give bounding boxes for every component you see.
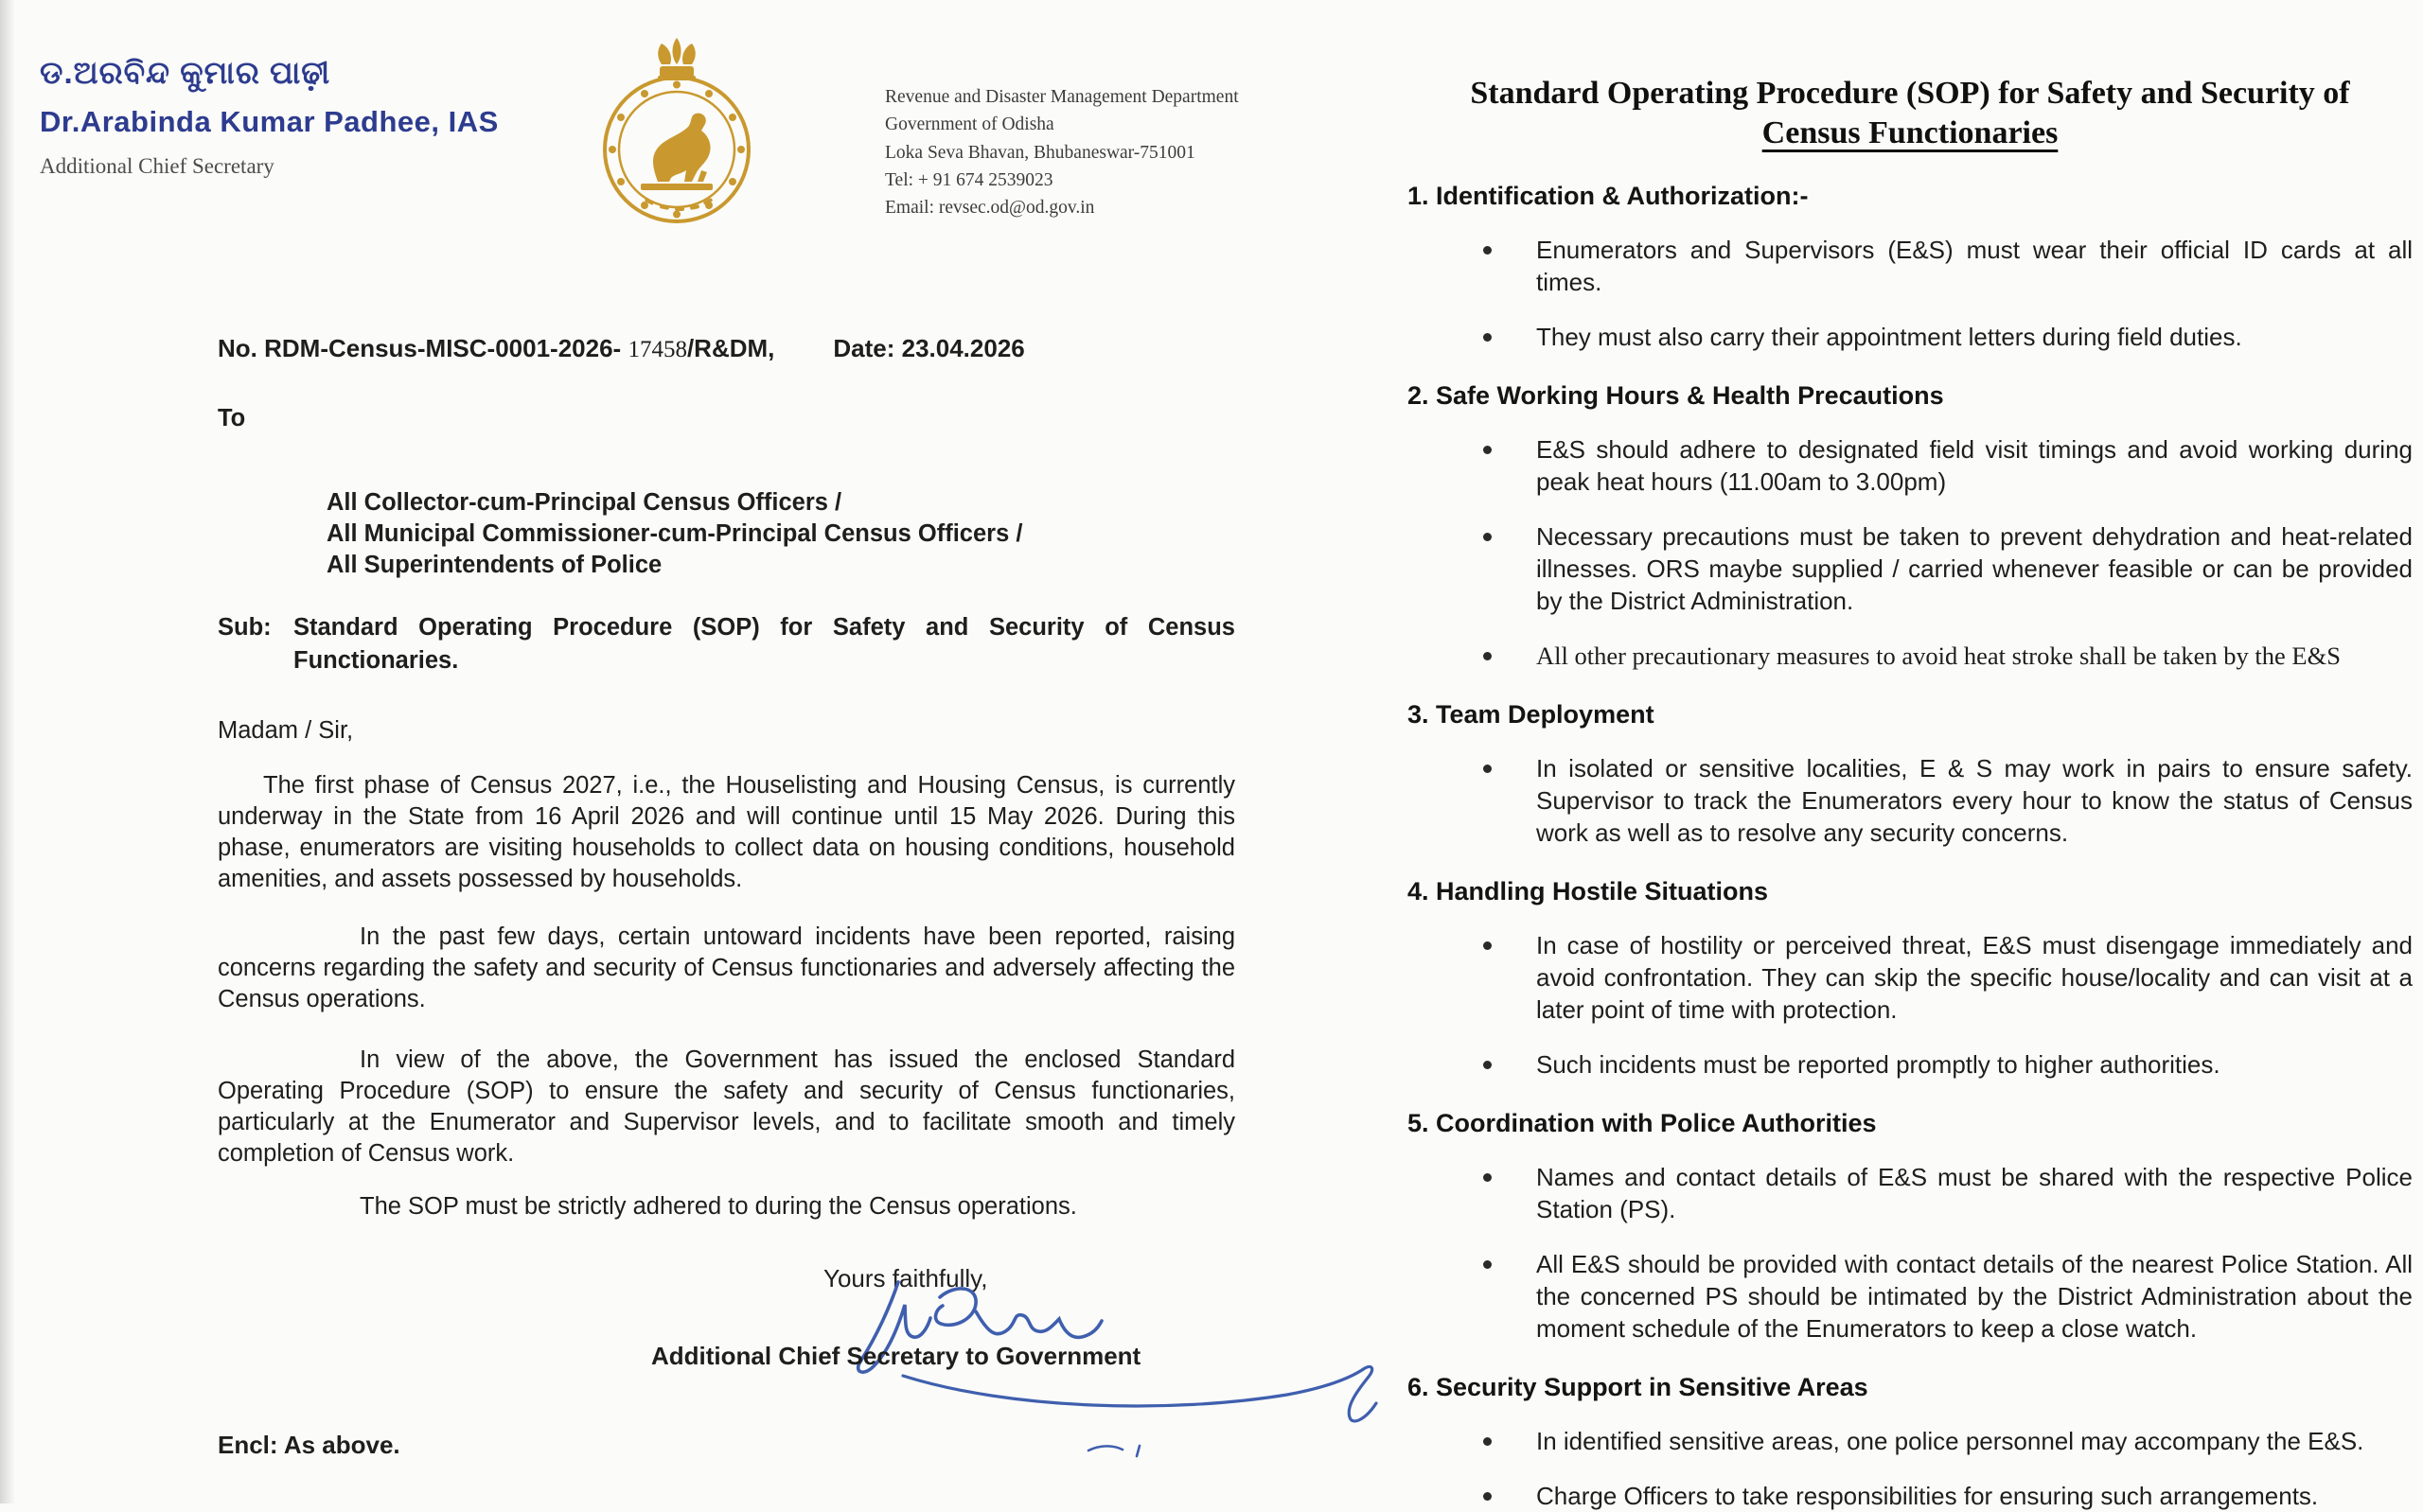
sender-designation: Additional Chief Secretary [40, 154, 274, 178]
sop-bullet-text: Enumerators and Supervisors (E&S) must wear their official ID cards at all times. [1536, 236, 2413, 296]
sop-bullet-text: Necessary precautions must be taken to prevent dehydration and heat-related illnesses. ORS maybe supplied / carried whenever feasible or can be provided by the District Administration. [1536, 522, 2413, 615]
letter-paragraph-2: In the past few days, certain untoward incidents have been reported, raising concerns regarding the safety and security of Census functionaries and adversely affecting the Census operations. [218, 923, 1235, 1012]
sop-bullet-text: Such incidents must be reported promptly to higher authorities. [1536, 1050, 2220, 1079]
sop-bullet-text: All E&S should be provided with contact details of the nearest Police Station. All the concerned PS should be intimated by the District Administration about the moment schedule of the Enumerators to keep a close watch. [1536, 1250, 2413, 1343]
signatory-designation: Additional Chief Secretary to Government [651, 1342, 1141, 1370]
sop-section-6 [1407, 1373, 2413, 1512]
reference-prefix: No. RDM-Census-MISC-0001-2026- [218, 334, 628, 362]
subject-label: Sub: [218, 614, 272, 641]
sop-bullet [1407, 929, 2413, 1026]
department-line: Email: revsec.od@od.gov.in [885, 198, 1095, 218]
letter-date: Date: 23.04.2026 [833, 334, 1025, 362]
sop-section-3 [1407, 700, 2413, 849]
letter-body [218, 333, 1235, 1222]
sop-section-2 [1407, 381, 2413, 672]
sender-letterhead [40, 55, 499, 179]
sop-bullet [1407, 1480, 2413, 1512]
sop-section-heading: 6. Security Support in Sensitive Areas [1407, 1373, 1868, 1401]
to-label: To [218, 405, 246, 431]
department-line: Government of Odisha [885, 114, 1054, 135]
closing-instruction: The SOP must be strictly adhered to during the Census operations. [360, 1193, 1077, 1220]
sop-bullet [1407, 321, 2413, 353]
sender-name-odia: ଡ.ଅରବିନ୍ଦ କୁମାର ପାଢ଼ୀ [40, 55, 331, 90]
department-address [885, 83, 1239, 221]
sop-bullet-text: Names and contact details of E&S must be shared with the respective Police Station (PS). [1536, 1163, 2413, 1223]
sop-section-heading: 4. Handling Hostile Situations [1407, 877, 1769, 905]
letter-paragraph-1: The first phase of Census 2027, i.e., the Houselisting and Housing Census, is currently underway in the State from 16 April 2026 and will continue until 15 May 2026. During this phase, enumerators are visiting households to collect data on housing conditions, household amenities, and assets possessed by households. [218, 772, 1235, 892]
department-line: Loka Seva Bhavan, Bhubaneswar-751001 [885, 142, 1195, 163]
sop-section-1 [1407, 182, 2413, 353]
sop-bullet [1407, 1425, 2413, 1457]
sop-section-heading: 2. Safe Working Hours & Health Precautions [1407, 381, 1944, 410]
sop-bullet [1407, 1248, 2413, 1345]
addressee-line: All Municipal Commissioner-cum-Principal Census Officers / [327, 520, 1023, 547]
sop-bullet-text: They must also carry their appointment letters during field duties. [1536, 323, 2242, 351]
sop-bullet [1407, 433, 2413, 498]
sop-bullet [1407, 752, 2413, 849]
sop-title-line2: Census Functionaries [1761, 115, 2059, 150]
sop-section-heading: 1. Identification & Authorization:- [1407, 182, 1809, 210]
sop-title-line1: Standard Operating Procedure (SOP) for Safety and Security of [1470, 76, 2350, 111]
subject-block [218, 611, 1235, 677]
sop-section-heading: 3. Team Deployment [1407, 700, 1654, 729]
reference-line [218, 333, 1235, 365]
sop-title [1407, 74, 2413, 153]
reference-number: 17458 [628, 337, 687, 362]
sender-name-english: Dr.Arabinda Kumar Padhee, IAS [40, 105, 499, 138]
odisha-state-seal-icon [592, 34, 762, 237]
sop-section-5 [1407, 1109, 2413, 1345]
department-line: Tel: + 91 674 2539023 [885, 169, 1053, 190]
addressee-list [327, 487, 1235, 581]
sop-bullet [1407, 234, 2413, 298]
sop-bullet [1407, 640, 2413, 672]
sop-bullet [1407, 1161, 2413, 1225]
reference-suffix: /R&DM, [686, 334, 775, 362]
sop-page [1407, 0, 2413, 1512]
sop-bullet-text: In identified sensitive areas, one police personnel may accompany the E&S. [1536, 1427, 2364, 1455]
scan-edge-shadow [0, 0, 15, 1503]
sop-bullet [1407, 520, 2413, 617]
sop-bullet [1407, 1048, 2413, 1081]
enclosure-note: Encl: As above. [218, 1431, 400, 1459]
valediction: Yours faithfully, [823, 1264, 988, 1292]
signature-underline-flourish [897, 1361, 1380, 1447]
sop-bullet-text: In case of hostility or perceived threat, E&S must disengage immediately and avoid confrontation. They can skip the specific house/locality and can visit at a later point of time with protection. [1536, 931, 2413, 1024]
sop-bullet-text: In isolated or sensitive localities, E & S may work in pairs to ensure safety. Supervisor to track the Enumerators every hour to know the status of Census work as well as to resolve any security concerns. [1536, 754, 2413, 847]
addressee-line: All Collector-cum-Principal Census Officers / [327, 489, 842, 516]
sop-section-heading: 5. Coordination with Police Authorities [1407, 1109, 1877, 1137]
letter-paragraph-3: In view of the above, the Government has issued the enclosed Standard Operating Procedure (SOP) to ensure the safety and security of Census functionaries, particularly at the Enumerator and Supervisor levels, and to facilitate smooth and timely completion of Census work. [218, 1046, 1235, 1167]
sop-bullet-text: All other precautionary measures to avoid heat stroke shall be taken by the E&S [1536, 642, 2341, 670]
sop-section-4 [1407, 877, 2413, 1081]
sop-bullet-text: Charge Officers to take responsibilities for ensuring such arrangements. [1536, 1482, 2319, 1510]
salutation: Madam / Sir, [218, 717, 354, 744]
department-line: Revenue and Disaster Management Department [885, 87, 1239, 107]
stray-pen-mark [1085, 1441, 1153, 1470]
sop-bullet-text: E&S should adhere to designated field visit timings and avoid working during peak heat hours (11.00am to 3.00pm) [1536, 435, 2413, 496]
addressee-line: All Superintendents of Police [327, 552, 663, 578]
subject-text: Standard Operating Procedure (SOP) for Safety and Security of Census Functionaries. [293, 614, 1235, 674]
